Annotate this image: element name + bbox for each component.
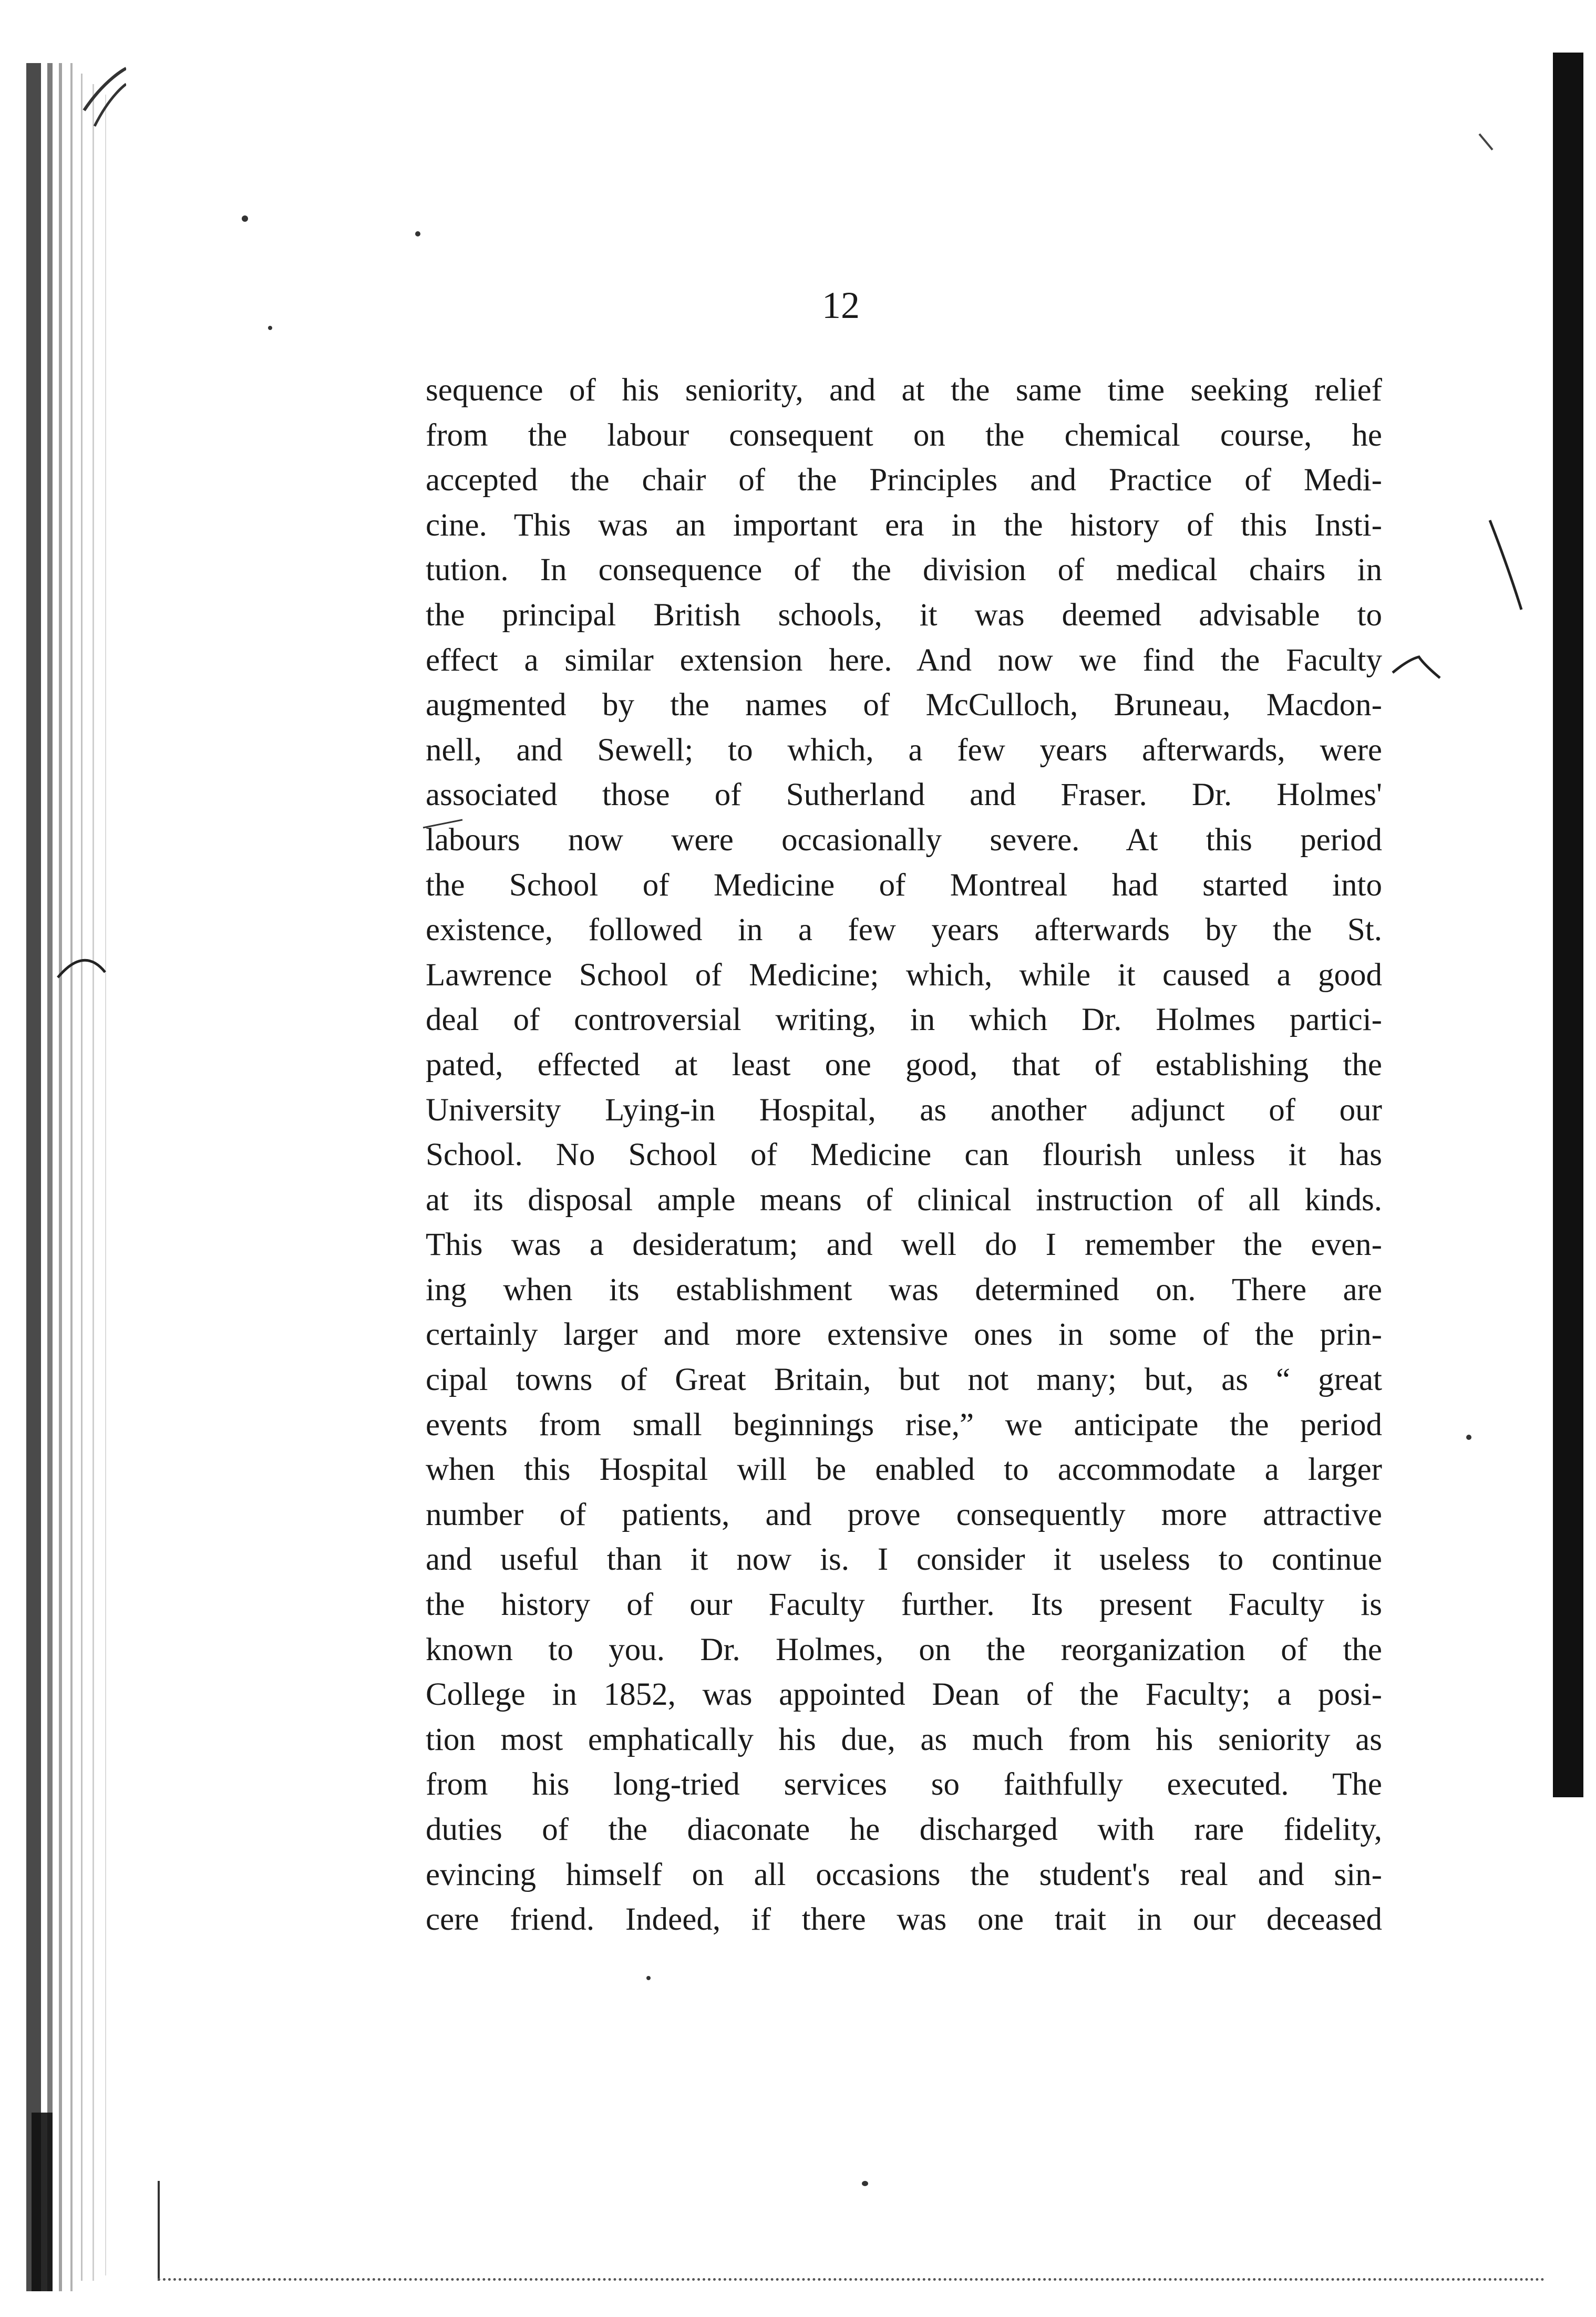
text-line: augmented by the names of McCulloch, Bruneau, Macdon-	[426, 687, 1382, 723]
scan-speck	[242, 215, 248, 222]
text-line: This was a desideratum; and well do I remember the even-	[426, 1227, 1382, 1263]
text-line: accepted the chair of the Principles and Practice of Medi-	[426, 462, 1382, 498]
bottom-page-edge	[158, 2278, 1545, 2281]
text-line: labours now were occasionally severe. At this period	[426, 822, 1382, 858]
text-line: School. No School of Medicine can flourish unless it has	[426, 1137, 1382, 1173]
text-line: effect a similar extension here. And now we find the Faculty	[426, 642, 1382, 678]
text-line: Lawrence School of Medicine; which, while it caused a good	[426, 957, 1382, 993]
scan-speck	[646, 1976, 651, 1980]
text-line: tion most emphatically his due, as much from his seniority as	[426, 1722, 1382, 1757]
scan-speck	[415, 231, 420, 236]
text-line: existence, followed in a few years afterwards by the St.	[426, 912, 1382, 948]
text-line: cine. This was an important era in the history of this Insti-	[426, 507, 1382, 543]
page-corner-mark	[158, 2181, 165, 2281]
body-text	[426, 368, 1382, 1942]
text-line: ing when its establishment was determined on. There are	[426, 1272, 1382, 1307]
text-line: the principal British schools, it was deemed advisable to	[426, 597, 1382, 633]
text-line: tution. In consequence of the division of medical chairs in	[426, 552, 1382, 588]
text-line: cipal towns of Great Britain, but not many; but, as “ great	[426, 1362, 1382, 1398]
text-line: evincing himself on all occasions the student's real and sin-	[426, 1857, 1382, 1892]
text-line: cere friend. Indeed, if there was one trait in our deceased	[426, 1902, 1382, 1938]
text-line: known to you. Dr. Holmes, on the reorganization of the	[426, 1632, 1382, 1667]
text-line: pated, effected at least one good, that of establishing the	[426, 1047, 1382, 1083]
text-line: from his long-tried services so faithfully executed. The	[426, 1767, 1382, 1803]
text-line: associated those of Sutherland and Fraser. Dr. Holmes'	[426, 777, 1382, 813]
text-line: nell, and Sewell; to which, a few years afterwards, were	[426, 732, 1382, 768]
text-line: certainly larger and more extensive ones in some of the prin-	[426, 1317, 1382, 1353]
page-number: 12	[822, 284, 860, 326]
text-line: the history of our Faculty further. Its present Faculty is	[426, 1587, 1382, 1623]
scan-speck	[862, 2181, 868, 2186]
scan-speck	[268, 326, 272, 330]
text-line: events from small beginnings rise,” we anticipate the period	[426, 1407, 1382, 1443]
text-line: from the labour consequent on the chemical course, he	[426, 417, 1382, 453]
text-line: when this Hospital will be enabled to accommodate a larger	[426, 1452, 1382, 1488]
text-line: College in 1852, was appointed Dean of the Faculty; a posi-	[426, 1677, 1382, 1713]
right-margin-bar	[1553, 53, 1583, 1797]
scan-speck	[1466, 1435, 1471, 1440]
text-line: and useful than it now is. I consider it useless to continue	[426, 1542, 1382, 1578]
text-line: the School of Medicine of Montreal had started into	[426, 867, 1382, 903]
text-line: deal of controversial writing, in which Dr. Holmes partici-	[426, 1002, 1382, 1038]
text-line: duties of the diaconate he discharged with rare fidelity,	[426, 1812, 1382, 1847]
book-spine-shadow	[26, 63, 126, 2291]
text-line: number of patients, and prove consequently more attractive	[426, 1497, 1382, 1532]
text-line: sequence of his seniority, and at the same time seeking relief	[426, 373, 1382, 408]
text-line: at its disposal ample means of clinical instruction of all kinds.	[426, 1182, 1382, 1218]
text-line: University Lying-in Hospital, as another adjunct of our	[426, 1092, 1382, 1128]
